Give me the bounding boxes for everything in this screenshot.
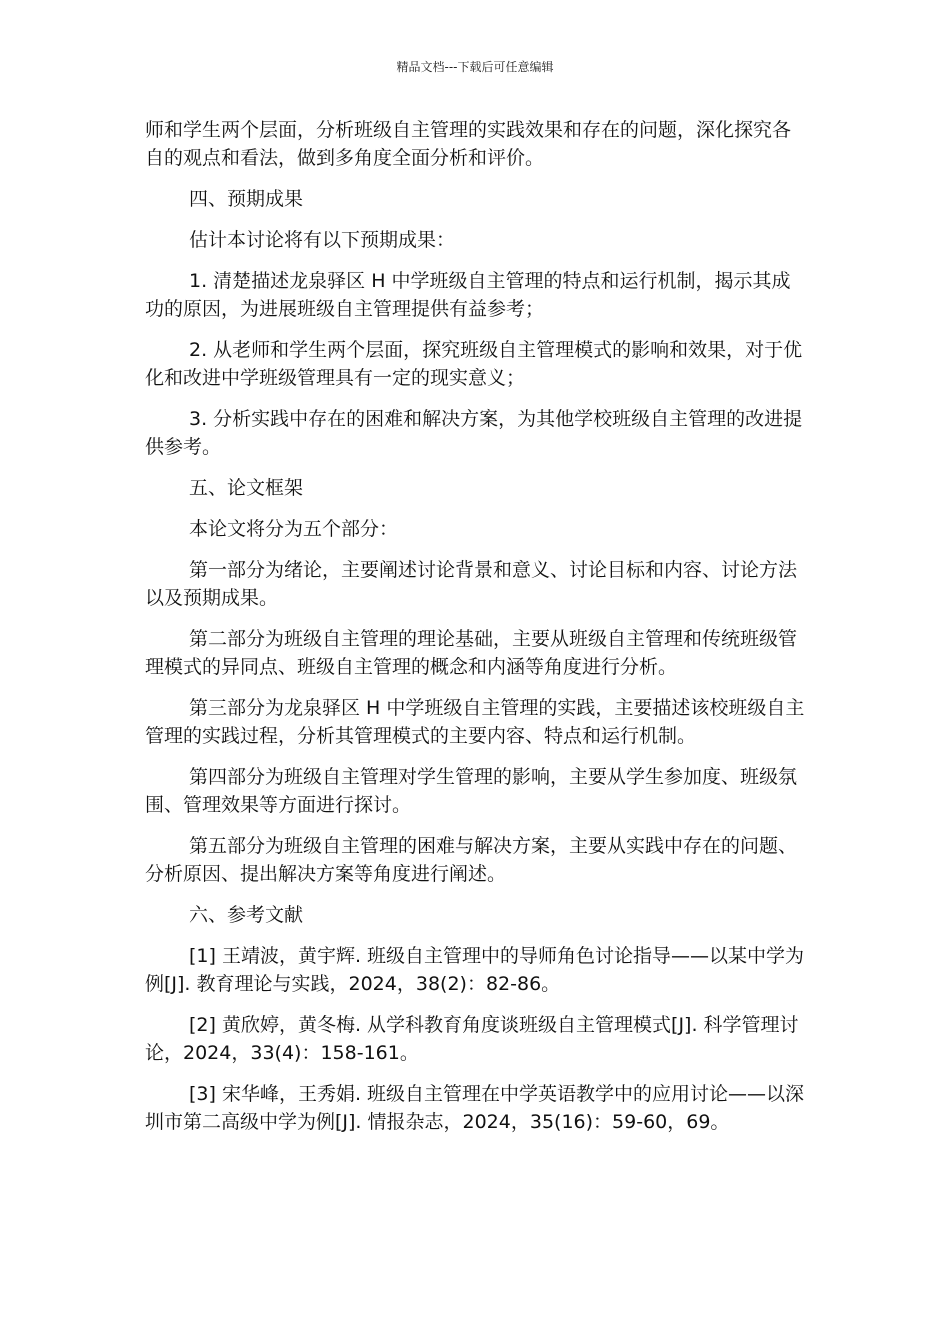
list-item-result-3: 3. 分析实践中存在的困难和解决方案，为其他学校班级自主管理的改进提供参考。: [145, 408, 803, 458]
paragraph-part-2: 第二部分为班级自主管理的理论基础，主要从班级自主管理和传统班级管理模式的异同点、班级自主管理的概念和内涵等角度进行分析。: [145, 628, 798, 678]
document-body: [145, 116, 805, 1149]
section-heading-expected-results: 四、预期成果: [189, 188, 304, 210]
reference-item-1: [1] 王靖波，黄宇辉. 班级自主管理中的导师角色讨论指导——以某中学为例[J]. 教育理论与实践，2024，38(2)：82-86。: [145, 945, 805, 995]
page-header: 精品文档---下载后可任意编辑: [396, 60, 554, 74]
paragraph-part-5: 第五部分为班级自主管理的困难与解决方案，主要从实践中存在的问题、分析原因、提出解决方案等角度进行阐述。: [145, 835, 798, 885]
paragraph-part-3: 第三部分为龙泉驿区 H 中学班级自主管理的实践，主要描述该校班级自主管理的实践过程，分析其管理模式的主要内容、特点和运行机制。: [145, 697, 805, 747]
paragraph-framework-intro: 本论文将分为五个部分：: [189, 518, 399, 540]
section-heading-references: 六、参考文献: [189, 904, 304, 926]
list-item-result-1: 1. 清楚描述龙泉驿区 H 中学班级自主管理的特点和运行机制，揭示其成功的原因，为进展班级自主管理提供有益参考；: [145, 270, 791, 320]
reference-item-2: [2] 黄欣婷，黄冬梅. 从学科教育角度谈班级自主管理模式[J]. 科学管理讨论，2024，33(4)：158-161。: [145, 1014, 799, 1064]
paragraph-continuation: 师和学生两个层面，分析班级自主管理的实践效果和存在的问题，深化探究各自的观点和看法，做到多角度全面分析和评价。: [145, 119, 792, 169]
reference-item-3: [3] 宋华峰，王秀娟. 班级自主管理在中学英语教学中的应用讨论——以深圳市第二高级中学为例[J]. 情报杂志，2024，35(16)：59-60，69。: [145, 1083, 805, 1133]
paragraph-expected-intro: 估计本讨论将有以下预期成果：: [189, 229, 456, 251]
section-heading-framework: 五、论文框架: [189, 477, 304, 499]
list-item-result-2: 2. 从老师和学生两个层面，探究班级自主管理模式的影响和效果，对于优化和改进中学班级管理具有一定的现实意义；: [145, 339, 803, 389]
paragraph-part-4: 第四部分为班级自主管理对学生管理的影响，主要从学生参加度、班级氛围、管理效果等方面进行探讨。: [145, 766, 798, 816]
paragraph-part-1: 第一部分为绪论，主要阐述讨论背景和意义、讨论目标和内容、讨论方法以及预期成果。: [145, 559, 798, 609]
